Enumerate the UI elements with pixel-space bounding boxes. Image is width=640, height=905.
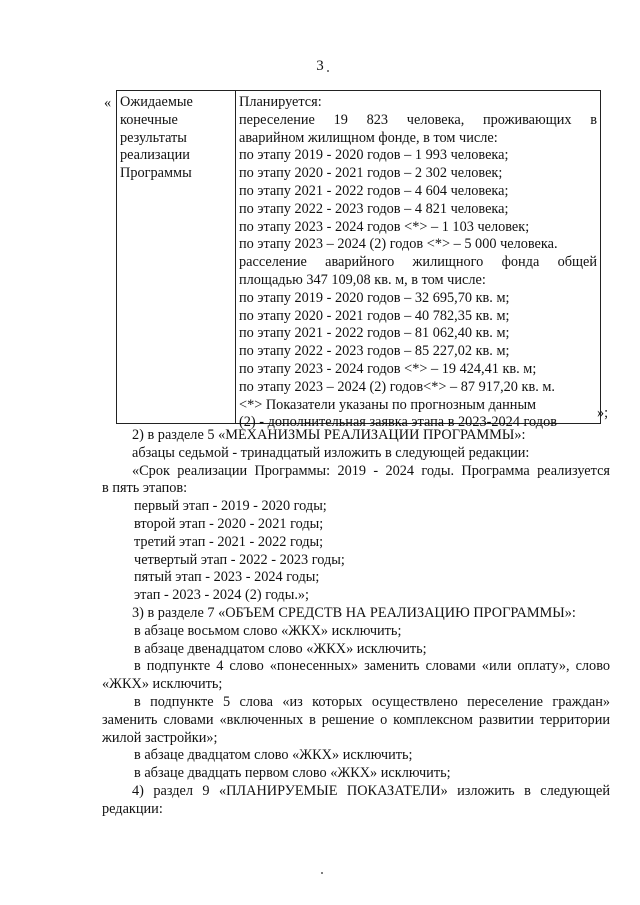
amendments-text bbox=[102, 427, 610, 819]
paragraph: в подпункте 5 слова «из которых осуществлено переселение граждан» bbox=[134, 693, 610, 710]
table-value-cell bbox=[239, 94, 597, 432]
value-line: по этапу 2022 - 2023 годов – 85 227,02 кв. м; bbox=[239, 343, 510, 360]
value-line: Планируется: bbox=[239, 94, 322, 110]
paragraph: жилой застройки»; bbox=[102, 729, 218, 746]
paragraph: 2) в разделе 5 «МЕХАНИЗМЫ РЕАЛИЗАЦИИ ПРОГРАММЫ»: bbox=[132, 427, 526, 443]
page-number: 3 bbox=[316, 58, 324, 74]
value-line: по этапу 2023 – 2024 (2) годов<*> – 87 917,20 кв. м. bbox=[239, 378, 555, 395]
paragraph: заменить словами «включенных в решение о комплексном развитии территории bbox=[102, 711, 610, 728]
label-line: Программы bbox=[120, 165, 192, 182]
value-line: переселение 19 823 человека, проживающих в bbox=[239, 111, 597, 128]
value-line: <*> Показатели указаны по прогнозным данным bbox=[239, 396, 537, 413]
scan-speck bbox=[321, 872, 323, 874]
paragraph: первый этап - 2019 - 2020 годы; bbox=[134, 498, 327, 515]
value-line: по этапу 2023 - 2024 годов <*> – 1 103 человек; bbox=[239, 218, 530, 235]
paragraph: 4) раздел 9 «ПЛАНИРУЕМЫЕ ПОКАЗАТЕЛИ» изложить в следующей bbox=[132, 782, 610, 799]
paragraph: «Срок реализации Программы: 2019 - 2024 годы. Программа реализуется bbox=[132, 462, 610, 479]
scan-speck bbox=[327, 70, 329, 72]
paragraph: в абзаце восьмом слово «ЖКХ» исключить; bbox=[134, 622, 402, 639]
value-line: по этапу 2022 - 2023 годов – 4 821 человека; bbox=[239, 200, 509, 217]
paragraph: редакции: bbox=[102, 800, 163, 817]
value-line: (2) - дополнительная заявка этапа в 2023-2024 годов bbox=[239, 414, 557, 431]
value-line: по этапу 2019 - 2020 годов – 1 993 человека; bbox=[239, 147, 509, 164]
value-line: по этапу 2021 - 2022 годов – 81 062,40 кв. м; bbox=[239, 325, 510, 342]
value-line: по этапу 2023 - 2024 годов <*> – 19 424,41 кв. м; bbox=[239, 360, 537, 377]
paragraph: в абзаце двадцатом слово «ЖКХ» исключить; bbox=[134, 747, 413, 764]
table-column-divider bbox=[235, 91, 236, 423]
value-line: расселение аварийного жилищного фонда общей bbox=[239, 254, 597, 271]
opening-quote-mark: « bbox=[104, 95, 112, 111]
value-line: площадью 347 109,08 кв. м, в том числе: bbox=[239, 271, 486, 288]
paragraph: пятый этап - 2023 - 2024 годы; bbox=[134, 569, 320, 586]
paragraph: в абзаце двадцать первом слово «ЖКХ» исключить; bbox=[134, 765, 451, 782]
closing-quote-mark: »; bbox=[597, 405, 609, 421]
label-line: конечные bbox=[120, 111, 178, 128]
label-line: реализации bbox=[120, 147, 190, 164]
paragraph: в пять этапов: bbox=[102, 480, 188, 497]
paragraph: в абзаце двенадцатом слово «ЖКХ» исключить; bbox=[134, 640, 427, 657]
paragraph: четвертый этап - 2022 - 2023 годы; bbox=[134, 551, 345, 568]
label-line: результаты bbox=[120, 129, 187, 146]
table-label-cell bbox=[120, 94, 232, 183]
value-line: по этапу 2023 – 2024 (2) годов <*> – 5 000 человека. bbox=[239, 236, 558, 253]
paragraph: абзацы седьмой - тринадцатый изложить в следующей редакции: bbox=[132, 444, 530, 461]
results-table bbox=[116, 90, 601, 431]
value-line: по этапу 2019 - 2020 годов – 32 695,70 кв. м; bbox=[239, 289, 510, 306]
paragraph: «ЖКХ» исключить; bbox=[102, 676, 223, 693]
value-line: по этапу 2021 - 2022 годов – 4 604 человека; bbox=[239, 182, 509, 199]
paragraph: второй этап - 2020 - 2021 годы; bbox=[134, 515, 324, 532]
paragraph: третий этап - 2021 - 2022 годы; bbox=[134, 533, 324, 550]
value-line: аварийном жилищном фонде, в том числе: bbox=[239, 129, 498, 146]
value-line: по этапу 2020 - 2021 годов – 2 302 человек; bbox=[239, 165, 503, 182]
value-line: по этапу 2020 - 2021 годов – 40 782,35 кв. м; bbox=[239, 307, 510, 324]
paragraph: в подпункте 4 слово «понесенных» заменить словами «или оплату», слово bbox=[134, 658, 610, 675]
paragraph: 3) в разделе 7 «ОБЪЕМ СРЕДСТВ НА РЕАЛИЗАЦИЮ ПРОГРАММЫ»: bbox=[132, 604, 576, 621]
label-line: Ожидаемые bbox=[120, 94, 193, 110]
paragraph: этап - 2023 - 2024 (2) годы.»; bbox=[134, 587, 310, 604]
